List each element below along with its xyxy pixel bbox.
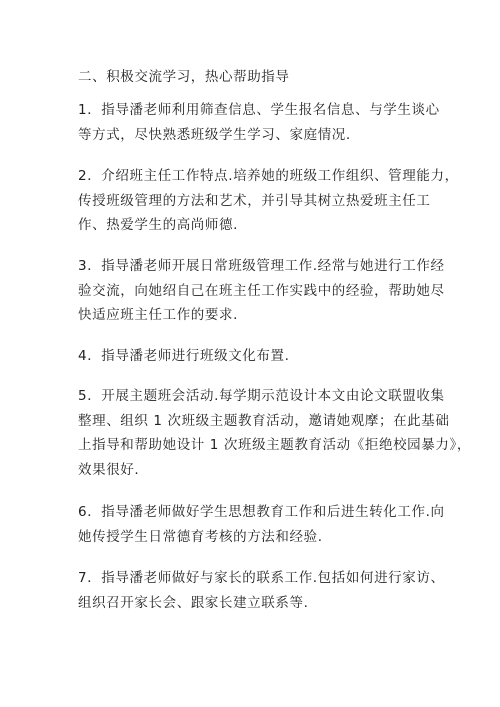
- list-item-2: [78, 164, 459, 238]
- section-heading: 二、积极交流学习，热心帮助指导: [78, 69, 290, 85]
- list-item-6: [78, 500, 445, 549]
- paragraph-line: 验交流，向她绍自己在班主任工作实践中的经验，帮助她尽: [78, 282, 445, 299]
- list-item-1: [78, 98, 440, 147]
- paragraph-line: 等方式，尽快熟悉班级学生学习、家庭情况.: [78, 126, 351, 143]
- paragraph-line: 4．指导潘老师进行班级文化布置.: [78, 348, 290, 364]
- paragraph-line: 5．开展主题班会活动.每学期示范设计本文由论文联盟收集: [78, 388, 445, 404]
- list-item-3: [78, 254, 445, 328]
- paragraph-line: 传授班级管理的方法和艺术，并引导其树立热爱班主任工: [78, 192, 431, 209]
- paragraph-line: 2．介绍班主任工作特点.培养她的班级工作组织、管理能力，: [78, 168, 459, 184]
- paragraph-line: 快适应班主任工作的要求.: [78, 307, 238, 323]
- paragraph-line: 6．指导潘老师做好学生思想教育工作和后进生转化工作.向: [78, 504, 445, 520]
- list-item-7: [78, 566, 445, 615]
- paragraph-line: 上指导和帮助她设计 1 次班级主题教育活动《拒绝校园暴力》，: [78, 437, 471, 453]
- list-item-4: [78, 344, 440, 369]
- paragraph-line: 整理、组织 1 次班级主题教育活动，邀请她观摩；在此基础: [78, 412, 450, 429]
- paragraph-line: 7．指导潘老师做好与家长的联系工作.包括如何进行家访、: [78, 570, 445, 586]
- paragraph-line: 1．指导潘老师利用筛查信息、学生报名信息、与学生谈心: [78, 102, 440, 118]
- paragraph-line: 效果很好.: [78, 461, 140, 478]
- paragraph-line: 她传授学生日常德育考核的方法和经验.: [78, 528, 323, 545]
- paragraph-line: 组织召开家长会、跟家长建立联系等.: [78, 594, 309, 611]
- paragraph-line: 作、热爱学生的高尚师德.: [78, 217, 238, 233]
- list-item-5: [78, 384, 471, 482]
- paragraph-line: 3．指导潘老师开展日常班级管理工作.经常与她进行工作经: [78, 258, 445, 274]
